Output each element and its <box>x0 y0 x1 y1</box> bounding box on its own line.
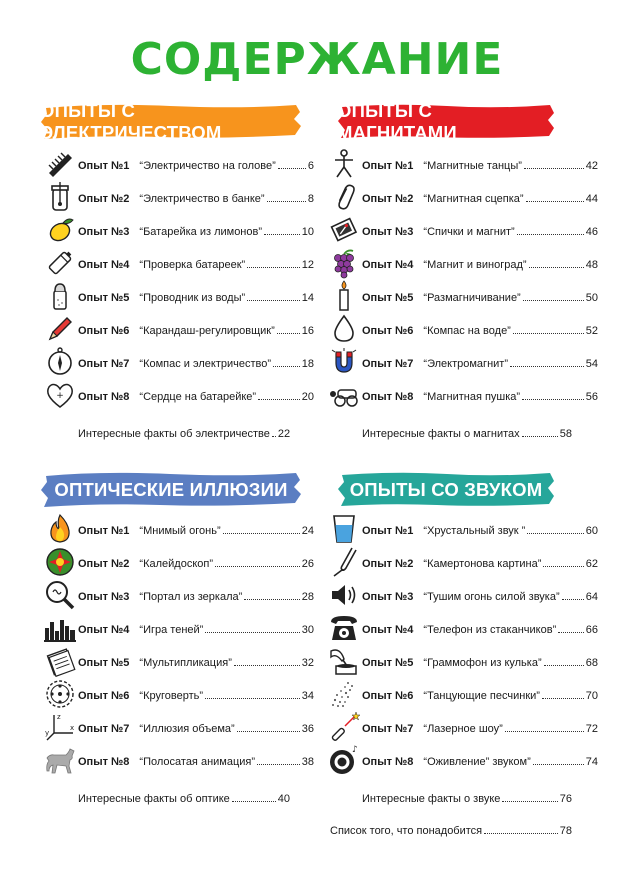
experiment-number: Опыт №2 <box>362 193 414 205</box>
page-number: 78 <box>559 825 572 837</box>
page-number: 10 <box>301 226 314 238</box>
experiment-number: Опыт №4 <box>362 624 414 636</box>
toc-entry[interactable] <box>328 744 598 778</box>
svg-text:z: z <box>57 713 61 721</box>
experiment-number: Опыт №1 <box>362 160 414 172</box>
toc-entry[interactable] <box>44 346 314 380</box>
toc-entry[interactable] <box>328 579 598 613</box>
experiment-title: “Мнимый огонь” <box>139 525 221 537</box>
grapes-icon <box>328 247 360 279</box>
leader-dots <box>484 833 558 834</box>
page-number: 18 <box>301 358 314 370</box>
page-number: 14 <box>301 292 314 304</box>
leader-dots <box>257 764 300 765</box>
banner-optics <box>40 470 302 510</box>
toc-entry[interactable] <box>328 181 598 215</box>
experiment-title: “Магнит и виноград” <box>423 259 527 271</box>
page-number: 40 <box>277 793 290 805</box>
leader-dots <box>215 566 300 567</box>
glass-icon <box>328 513 360 545</box>
experiment-title: “Оживление” звуком” <box>423 756 531 768</box>
toc-entry[interactable] <box>44 546 314 580</box>
page-number: 42 <box>585 160 598 172</box>
leader-dots <box>542 698 584 699</box>
svg-text:x: x <box>70 724 75 732</box>
experiment-title: “Компас на воде” <box>423 325 511 337</box>
experiment-title: “Магнитные танцы” <box>423 160 522 172</box>
toc-entry[interactable] <box>44 148 314 182</box>
toc-entry[interactable] <box>44 645 314 679</box>
page-number: 34 <box>301 690 314 702</box>
city-skyline-icon <box>44 612 76 644</box>
experiment-number: Опыт №2 <box>362 558 414 570</box>
page-number: 44 <box>585 193 598 205</box>
svg-text:+: + <box>56 391 64 401</box>
facts-title: Интересные факты о магнитах <box>362 428 520 440</box>
leader-dots <box>513 333 584 334</box>
section-heading: ОПЫТЫ СО ЗВУКОМ <box>349 479 543 500</box>
leader-dots <box>526 201 584 202</box>
page-number: 74 <box>585 756 598 768</box>
experiment-title: “Карандаш-регулировщик” <box>139 325 275 337</box>
experiment-title: “Камертонова картина” <box>423 558 542 570</box>
axes-icon <box>44 711 76 743</box>
page-number: 58 <box>559 428 572 440</box>
toc-entry[interactable] <box>328 247 598 281</box>
experiment-title: “Размагничивание” <box>423 292 521 304</box>
page-title: СОДЕРЖАНИЕ <box>130 34 504 85</box>
svg-text:♪: ♪ <box>352 745 358 755</box>
leader-dots <box>529 267 584 268</box>
page-number: 66 <box>585 624 598 636</box>
toc-entry[interactable] <box>328 513 598 547</box>
experiment-number: Опыт №4 <box>78 624 130 636</box>
experiment-title: “Граммофон из кулька” <box>423 657 542 669</box>
toc-entry[interactable] <box>328 346 598 380</box>
leader-dots <box>277 333 300 334</box>
magnet-icon <box>328 346 360 378</box>
toc-entry[interactable] <box>328 379 598 413</box>
toc-entry[interactable] <box>44 711 314 745</box>
leader-dots <box>522 399 584 400</box>
toc-entry[interactable] <box>44 579 314 613</box>
page-number: 26 <box>301 558 314 570</box>
page-number: 72 <box>585 723 598 735</box>
experiment-title: “Игра теней” <box>139 624 204 636</box>
banner-magnets <box>337 102 555 142</box>
experiment-title: “Магнитная сцепка” <box>423 193 524 205</box>
notepad-icon <box>44 645 76 677</box>
sand-icon <box>328 678 360 710</box>
toc-entry[interactable] <box>44 214 314 248</box>
experiment-title: “Полосатая анимация” <box>139 756 256 768</box>
facts-entry[interactable] <box>78 424 290 440</box>
experiment-title: “Спички и магнит” <box>423 226 515 238</box>
experiment-number: Опыт №5 <box>362 657 414 669</box>
toc-entry[interactable] <box>44 678 314 712</box>
experiment-title: “Хрустальный звук ” <box>423 525 526 537</box>
experiment-title: “Мультипликация” <box>139 657 232 669</box>
toc-entry[interactable] <box>44 612 314 646</box>
facts-title: Интересные факты об электричестве <box>78 428 270 440</box>
toc-entry[interactable] <box>328 711 598 745</box>
svg-text:y: y <box>45 729 50 737</box>
experiment-number: Опыт №5 <box>78 292 130 304</box>
facts-title: Интересные факты об оптике <box>78 793 230 805</box>
experiment-title: “Компас и электричество” <box>139 358 272 370</box>
experiment-number: Опыт №5 <box>362 292 414 304</box>
experiment-title: “Телефон из стаканчиков” <box>423 624 557 636</box>
speaker-icon <box>328 579 360 611</box>
page-number: 12 <box>301 259 314 271</box>
page-number: 54 <box>585 358 598 370</box>
experiment-number: Опыт №3 <box>78 226 130 238</box>
experiment-title: “Электричество в банке” <box>139 193 265 205</box>
page-number: 38 <box>301 756 314 768</box>
leader-dots <box>232 801 276 802</box>
page-number: 6 <box>307 160 314 172</box>
toc-entry[interactable] <box>44 744 314 778</box>
experiment-number: Опыт №2 <box>78 558 130 570</box>
leader-dots <box>544 665 584 666</box>
banner-electricity <box>40 102 302 142</box>
spinning-disk-icon <box>44 678 76 710</box>
mirror-icon <box>44 579 76 611</box>
experiment-number: Опыт №3 <box>362 591 414 603</box>
experiment-number: Опыт №1 <box>78 160 130 172</box>
leader-dots <box>247 300 300 301</box>
leader-dots <box>505 731 584 732</box>
page-number: 76 <box>559 793 572 805</box>
experiment-title: “Сердце на батарейке” <box>139 391 257 403</box>
toc-entry[interactable] <box>44 513 314 547</box>
tuning-fork-icon <box>328 546 360 578</box>
supplies-title: Список того, что понадобится <box>330 825 483 837</box>
banner-sound <box>337 470 555 510</box>
page-number: 60 <box>585 525 598 537</box>
supplies-entry[interactable] <box>330 821 572 837</box>
toc-entry[interactable] <box>328 645 598 679</box>
toc-entry[interactable] <box>44 280 314 314</box>
toc-entry[interactable] <box>44 379 314 413</box>
experiment-number: Опыт №3 <box>362 226 414 238</box>
page-number: 28 <box>301 591 314 603</box>
page-number: 32 <box>301 657 314 669</box>
toc-entry[interactable] <box>44 313 314 347</box>
battery-icon <box>44 247 76 279</box>
experiment-number: Опыт №8 <box>78 391 130 403</box>
telephone-icon <box>328 612 360 644</box>
experiment-title: “Калейдоскоп” <box>139 558 214 570</box>
lemon-icon <box>44 214 76 246</box>
leader-dots <box>562 599 584 600</box>
experiment-title: “Круговерть” <box>139 690 204 702</box>
matchbox-icon <box>328 214 360 246</box>
experiment-number: Опыт №7 <box>362 723 414 735</box>
facts-entry[interactable] <box>78 789 290 805</box>
toc-entry[interactable] <box>44 181 314 215</box>
horse-icon <box>44 744 76 776</box>
facts-entry[interactable] <box>362 424 572 440</box>
cannon-icon <box>328 379 360 411</box>
leader-dots <box>543 566 583 567</box>
experiment-number: Опыт №8 <box>362 756 414 768</box>
experiment-number: Опыт №3 <box>78 591 130 603</box>
page-number: 46 <box>585 226 598 238</box>
experiment-number: Опыт №8 <box>78 756 130 768</box>
experiment-number: Опыт №1 <box>362 525 414 537</box>
fire-icon <box>44 513 76 545</box>
leader-dots <box>510 366 584 367</box>
leader-dots <box>223 533 300 534</box>
page-number: 16 <box>301 325 314 337</box>
leader-dots <box>267 201 306 202</box>
section-heading: ОПТИЧЕСКИЕ ИЛЛЮЗИИ <box>54 479 288 500</box>
experiment-number: Опыт №6 <box>78 690 130 702</box>
comb-icon <box>44 148 76 180</box>
leader-dots <box>524 168 584 169</box>
heart-icon <box>44 379 76 411</box>
dancer-icon <box>328 148 360 180</box>
page-number: 62 <box>585 558 598 570</box>
candle-icon <box>328 280 360 312</box>
experiment-title: “Танцующие песчинки” <box>423 690 540 702</box>
kaleidoscope-icon <box>44 546 76 578</box>
experiment-number: Опыт №4 <box>78 259 130 271</box>
paperclip-icon <box>328 181 360 213</box>
page-number: 8 <box>307 193 314 205</box>
page-number: 64 <box>585 591 598 603</box>
experiment-number: Опыт №6 <box>362 690 414 702</box>
toc-entry[interactable] <box>328 678 598 712</box>
toc-entry[interactable] <box>328 280 598 314</box>
experiment-title: “Тушим огонь силой звука” <box>423 591 560 603</box>
experiment-number: Опыт №8 <box>362 391 414 403</box>
jar-icon <box>44 181 76 213</box>
toc-entry[interactable] <box>44 247 314 281</box>
experiment-title: “Электромагнит” <box>423 358 508 370</box>
leader-dots <box>237 731 300 732</box>
experiment-title: “Портал из зеркала” <box>139 591 243 603</box>
leader-dots <box>522 436 558 437</box>
experiment-number: Опыт №7 <box>362 358 414 370</box>
experiment-number: Опыт №5 <box>78 657 130 669</box>
page-number: 56 <box>585 391 598 403</box>
water-drop-icon <box>328 313 360 345</box>
toc-entry[interactable] <box>328 214 598 248</box>
experiment-title: “Батарейка из лимонов” <box>139 226 263 238</box>
experiment-number: Опыт №6 <box>78 325 130 337</box>
leader-dots <box>558 632 584 633</box>
section-heading: ОПЫТЫ С ЭЛЕКТРИЧЕСТВОМ <box>40 100 222 143</box>
page-number: 22 <box>277 428 291 440</box>
experiment-number: Опыт №6 <box>362 325 414 337</box>
salt-shaker-icon <box>44 280 76 312</box>
experiment-title: “Магнитная пушка” <box>423 391 521 403</box>
laser-icon <box>328 711 360 743</box>
toc-entry[interactable] <box>328 612 598 646</box>
leader-dots <box>244 599 299 600</box>
page-number: 20 <box>301 391 314 403</box>
leader-dots <box>264 234 300 235</box>
page-number: 48 <box>585 259 598 271</box>
leader-dots <box>527 533 583 534</box>
leader-dots <box>205 698 300 699</box>
leader-dots <box>258 399 300 400</box>
section-heading: ОПЫТЫ С МАГНИТАМИ <box>337 100 457 143</box>
page-number: 50 <box>585 292 598 304</box>
leader-dots <box>273 366 300 367</box>
toc-entry[interactable] <box>328 546 598 580</box>
toc-entry[interactable] <box>328 148 598 182</box>
leader-dots <box>247 267 300 268</box>
leader-dots <box>234 665 300 666</box>
experiment-title: “Электричество на голове” <box>139 160 276 172</box>
leader-dots <box>502 801 557 802</box>
pencil-icon <box>44 313 76 345</box>
experiment-number: Опыт №4 <box>362 259 414 271</box>
experiment-title: “Иллюзия объема” <box>139 723 235 735</box>
experiment-number: Опыт №7 <box>78 358 130 370</box>
subwoofer-icon <box>328 744 360 776</box>
leader-dots <box>517 234 584 235</box>
experiment-title: “Проверка батареек” <box>139 259 246 271</box>
leader-dots <box>278 168 306 169</box>
experiment-title: “Лазерное шоу” <box>423 723 503 735</box>
experiment-number: Опыт №7 <box>78 723 130 735</box>
facts-title: Интересные факты о звуке <box>362 793 501 805</box>
experiment-title: “Проводник из воды” <box>139 292 246 304</box>
page-number: 68 <box>585 657 598 669</box>
experiment-number: Опыт №2 <box>78 193 130 205</box>
page-number: 24 <box>301 525 314 537</box>
leader-dots <box>533 764 584 765</box>
experiment-number: Опыт №1 <box>78 525 130 537</box>
compass-icon <box>44 346 76 378</box>
leader-dots <box>523 300 584 301</box>
gramophone-icon <box>328 645 360 677</box>
leader-dots <box>205 632 299 633</box>
page-number: 36 <box>301 723 314 735</box>
leader-dots <box>272 436 276 437</box>
page-number: 70 <box>585 690 598 702</box>
page-number: 52 <box>585 325 598 337</box>
toc-entry[interactable] <box>328 313 598 347</box>
page-number: 30 <box>301 624 314 636</box>
facts-entry[interactable] <box>362 789 572 805</box>
